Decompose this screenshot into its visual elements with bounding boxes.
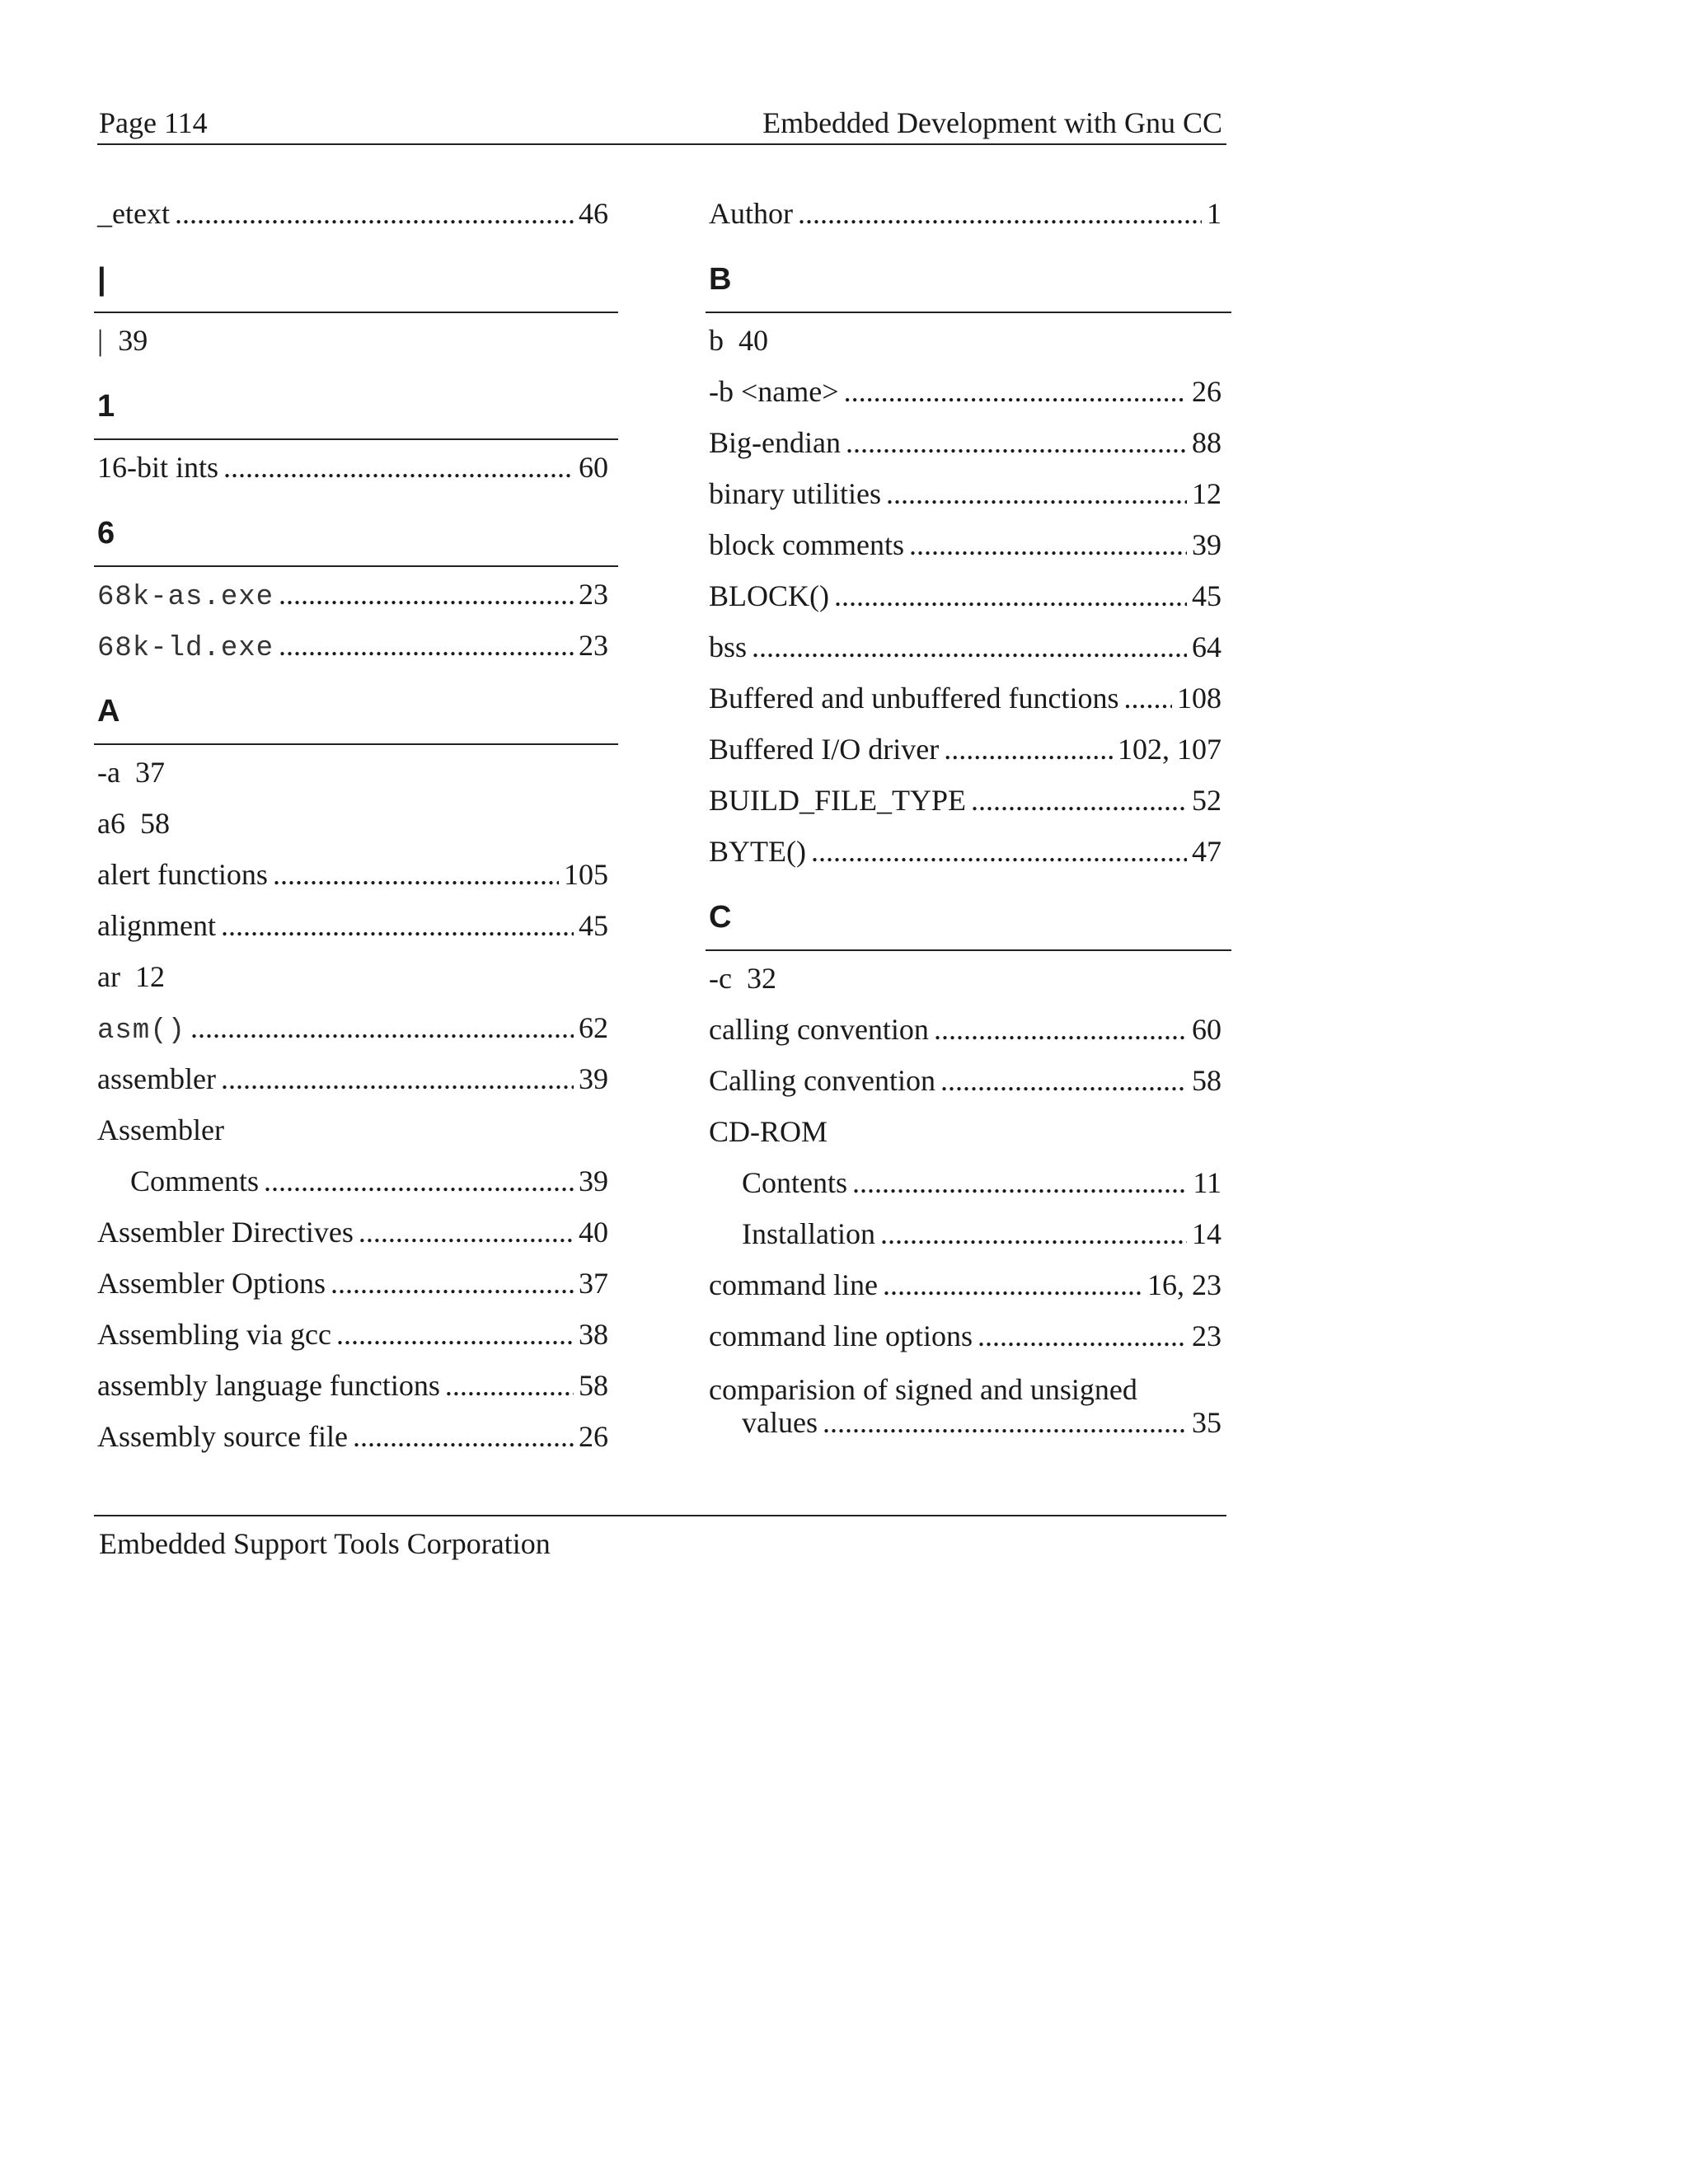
index-entry: Calling convention ..... 58: [709, 1055, 1226, 1106]
section-heading-c: C: [706, 877, 1231, 951]
book-title: Embedded Development with Gnu CC: [762, 106, 1222, 139]
index-subentry: Installation ..... 14: [709, 1208, 1226, 1259]
index-entry: assembly language functions ..... 58: [97, 1360, 613, 1411]
index-entry: Assembly source file ..... 26: [97, 1411, 613, 1462]
index-entry: BLOCK() ..... 45: [709, 570, 1226, 621]
index-entry: alert functions ..... 105: [97, 849, 613, 900]
section-heading-6: 6: [94, 493, 618, 567]
index-subentry: Comments ..... 39: [97, 1155, 613, 1207]
company-name: Embedded Support Tools Corporation: [99, 1527, 551, 1560]
section-heading-b: B: [706, 239, 1231, 313]
index-entry: calling convention ..... 60: [709, 1004, 1226, 1055]
index-entry: 16-bit ints ..... 60: [97, 442, 613, 493]
index-entry: 68k-ld.exe ..... 23: [97, 620, 613, 671]
index-entry: 68k-as.exe ..... 23: [97, 569, 613, 620]
index-entry: Big-endian ..... 88: [709, 417, 1226, 468]
index-entry: command line ..... 16, 23: [709, 1259, 1226, 1310]
index-entry: ar 12: [97, 951, 613, 1002]
index-entry: binary utilities ..... 12: [709, 468, 1226, 519]
index-entry: b 40: [709, 315, 1226, 366]
index-entry: Buffered I/O driver ..... 102, 107: [709, 724, 1226, 775]
running-header: [97, 105, 1226, 145]
index-entry-parent: Assembler: [97, 1104, 613, 1155]
index-entry: _etext ..... 46: [97, 188, 613, 239]
index-entry: Assembler Directives ..... 40: [97, 1207, 613, 1258]
page-number: Page 114: [99, 106, 208, 139]
index-entry: Buffered and unbuffered functions ..... 108: [709, 673, 1226, 724]
index-entry: Assembling via gcc ..... 38: [97, 1309, 613, 1360]
index-entry: asm() ..... 62: [97, 1002, 613, 1053]
index-entry: alignment ..... 45: [97, 900, 613, 951]
index-entry: assembler ..... 39: [97, 1053, 613, 1104]
index-entry: bss ..... 64: [709, 621, 1226, 673]
index-column-right: [709, 188, 1226, 1439]
section-heading-1: 1: [94, 366, 618, 440]
index-entry: a6 58: [97, 798, 613, 849]
section-heading-pipe: |: [94, 239, 618, 313]
index-entry: Author ..... 1: [709, 188, 1226, 239]
running-footer: [94, 1515, 1226, 1561]
index-entry: | 39: [97, 315, 613, 366]
section-heading-a: A: [94, 671, 618, 745]
index-entry: block comments ..... 39: [709, 519, 1226, 570]
index-entry-parent: CD-ROM: [709, 1106, 1226, 1157]
index-subentry: Contents ..... 11: [709, 1157, 1226, 1208]
index-entry: command line options ..... 23: [709, 1310, 1226, 1361]
index-column-left: [97, 188, 613, 1462]
index-entry-wrapped: comparision of signed and unsigned values ..... 35: [709, 1361, 1226, 1432]
index-entry: -a 37: [97, 747, 613, 798]
index-entry: Assembler Options ..... 37: [97, 1258, 613, 1309]
index-entry: -b <name> ..... 26: [709, 366, 1226, 417]
index-entry: BUILD_FILE_TYPE ..... 52: [709, 775, 1226, 826]
index-entry: BYTE() ..... 47: [709, 826, 1226, 877]
index-entry: -c 32: [709, 953, 1226, 1004]
